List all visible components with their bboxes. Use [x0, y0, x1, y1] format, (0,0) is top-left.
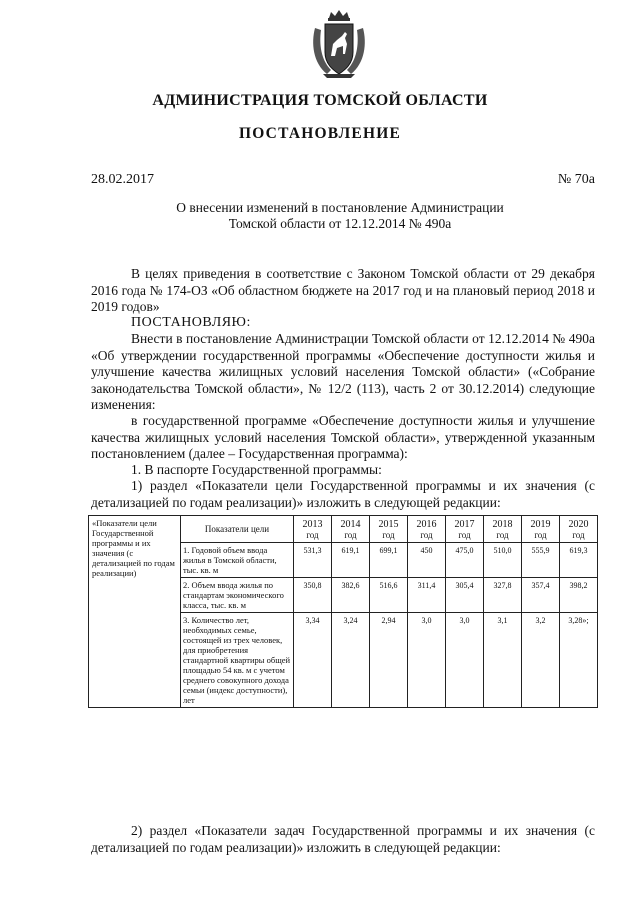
- table-cell: 350,8: [294, 578, 332, 613]
- table-cell: 2,94: [370, 613, 408, 708]
- indicator-header: Показатели цели: [181, 516, 294, 543]
- document-type-title: ПОСТАНОВЛЕНИЕ: [238, 125, 402, 142]
- paragraph-1-text: Внести в постановление Администрации Томской области от 12.12.2014 № 490а «Об утверждении государственной программы «Обеспечение доступности жилья и улучшение качества жилищных условий населения Томской области» («Собрание законодательства Томской области», № 12/2 (113), часть 2 от 30.12.2014) следующие изменения:: [91, 331, 595, 412]
- paragraph-2-text: в государственной программе «Обеспечение доступности жилья и улучшение качества жилищных условий населения Томской области», утвержденной указанным постановлением (далее – Государственная программа):: [91, 413, 595, 461]
- table-cell: 3,2: [522, 613, 560, 708]
- table-cell: 510,0: [484, 543, 522, 578]
- resolve-paragraph: [91, 315, 595, 332]
- document-number: № 70а: [557, 172, 595, 187]
- year-header: 2017 год: [446, 516, 484, 543]
- table-cell: 3,0: [408, 613, 446, 708]
- table-cell: 3,0: [446, 613, 484, 708]
- document-subject: [150, 200, 530, 232]
- year-header: 2014 год: [332, 516, 370, 543]
- document-date: 28.02.2017: [91, 172, 154, 187]
- item-1-text: 1. В паспорте Государственной программы:: [131, 462, 382, 477]
- intro-paragraph: [91, 266, 595, 316]
- table-cell: 699,1: [370, 543, 408, 578]
- indicators-table: [88, 515, 598, 708]
- indicator-name: 2. Объем ввода жилья по стандартам экономического класса, тыс. кв. м: [181, 578, 294, 613]
- organization-title: АДМИНИСТРАЦИЯ ТОМСКОЙ ОБЛАСТИ: [152, 92, 488, 109]
- year-header: 2015 год: [370, 516, 408, 543]
- table-cell: 450: [408, 543, 446, 578]
- table-cell: 516,6: [370, 578, 408, 613]
- table-cell: 619,1: [332, 543, 370, 578]
- table-cell: 475,0: [446, 543, 484, 578]
- year-header: 2020 год: [560, 516, 598, 543]
- table-header-row: [89, 516, 598, 543]
- subject-line-1: О внесении изменений в постановление Администрации: [176, 200, 504, 215]
- table-cell: 3,1: [484, 613, 522, 708]
- indicator-name: 1. Годовой объем ввода жилья в Томской области, тыс. кв. м: [181, 543, 294, 578]
- item-1-1-text: 1) раздел «Показатели цели Государственной программы и их значения (с детализацией по годам реализации)» изложить в следующей редакции:: [91, 478, 595, 510]
- paragraph-1: [91, 331, 595, 414]
- resolve-text: ПОСТАНОВЛЯЮ:: [131, 315, 251, 330]
- table-cell: 619,3: [560, 543, 598, 578]
- table-cell: 327,8: [484, 578, 522, 613]
- table-cell: 3,28»;: [560, 613, 598, 708]
- year-header: 2018 год: [484, 516, 522, 543]
- table-cell: 398,2: [560, 578, 598, 613]
- year-header: 2016 год: [408, 516, 446, 543]
- paragraph-2: [91, 413, 595, 463]
- year-header: 2013 год: [294, 516, 332, 543]
- table-cell: 3,24: [332, 613, 370, 708]
- table-cell: 3,34: [294, 613, 332, 708]
- coat-of-arms-icon: [309, 8, 369, 80]
- item-1-2: [91, 823, 595, 856]
- subject-line-2: Томской области от 12.12.2014 № 490а: [228, 216, 452, 231]
- year-header: 2019 год: [522, 516, 560, 543]
- table-cell: 555,9: [522, 543, 560, 578]
- table-cell: 531,3: [294, 543, 332, 578]
- section-label-cell: «Показатели цели Государственной программы и их значения (с детализацией по годам реализации): [89, 516, 181, 708]
- indicator-name: 3. Количество лет, необходимых семье, состоящей из трех человек, для приобретения стандартной квартиры общей площадью 54 кв. м с учетом среднего совокупного дохода семьи (индекс доступности), лет: [181, 613, 294, 708]
- item-1-2-text: 2) раздел «Показатели задач Государственной программы и их значения (с детализацией по годам реализации)» изложить в следующей редакции:: [91, 823, 595, 855]
- table-cell: 311,4: [408, 578, 446, 613]
- table-cell: 382,6: [332, 578, 370, 613]
- item-1: [91, 462, 595, 479]
- item-1-1: [91, 478, 595, 511]
- intro-text: В целях приведения в соответствие с Законом Томской области от 29 декабря 2016 года № 174-ОЗ «Об областном бюджете на 2017 год и на плановый период 2018 и 2019 годов»: [91, 266, 595, 314]
- table-cell: 357,4: [522, 578, 560, 613]
- table-cell: 305,4: [446, 578, 484, 613]
